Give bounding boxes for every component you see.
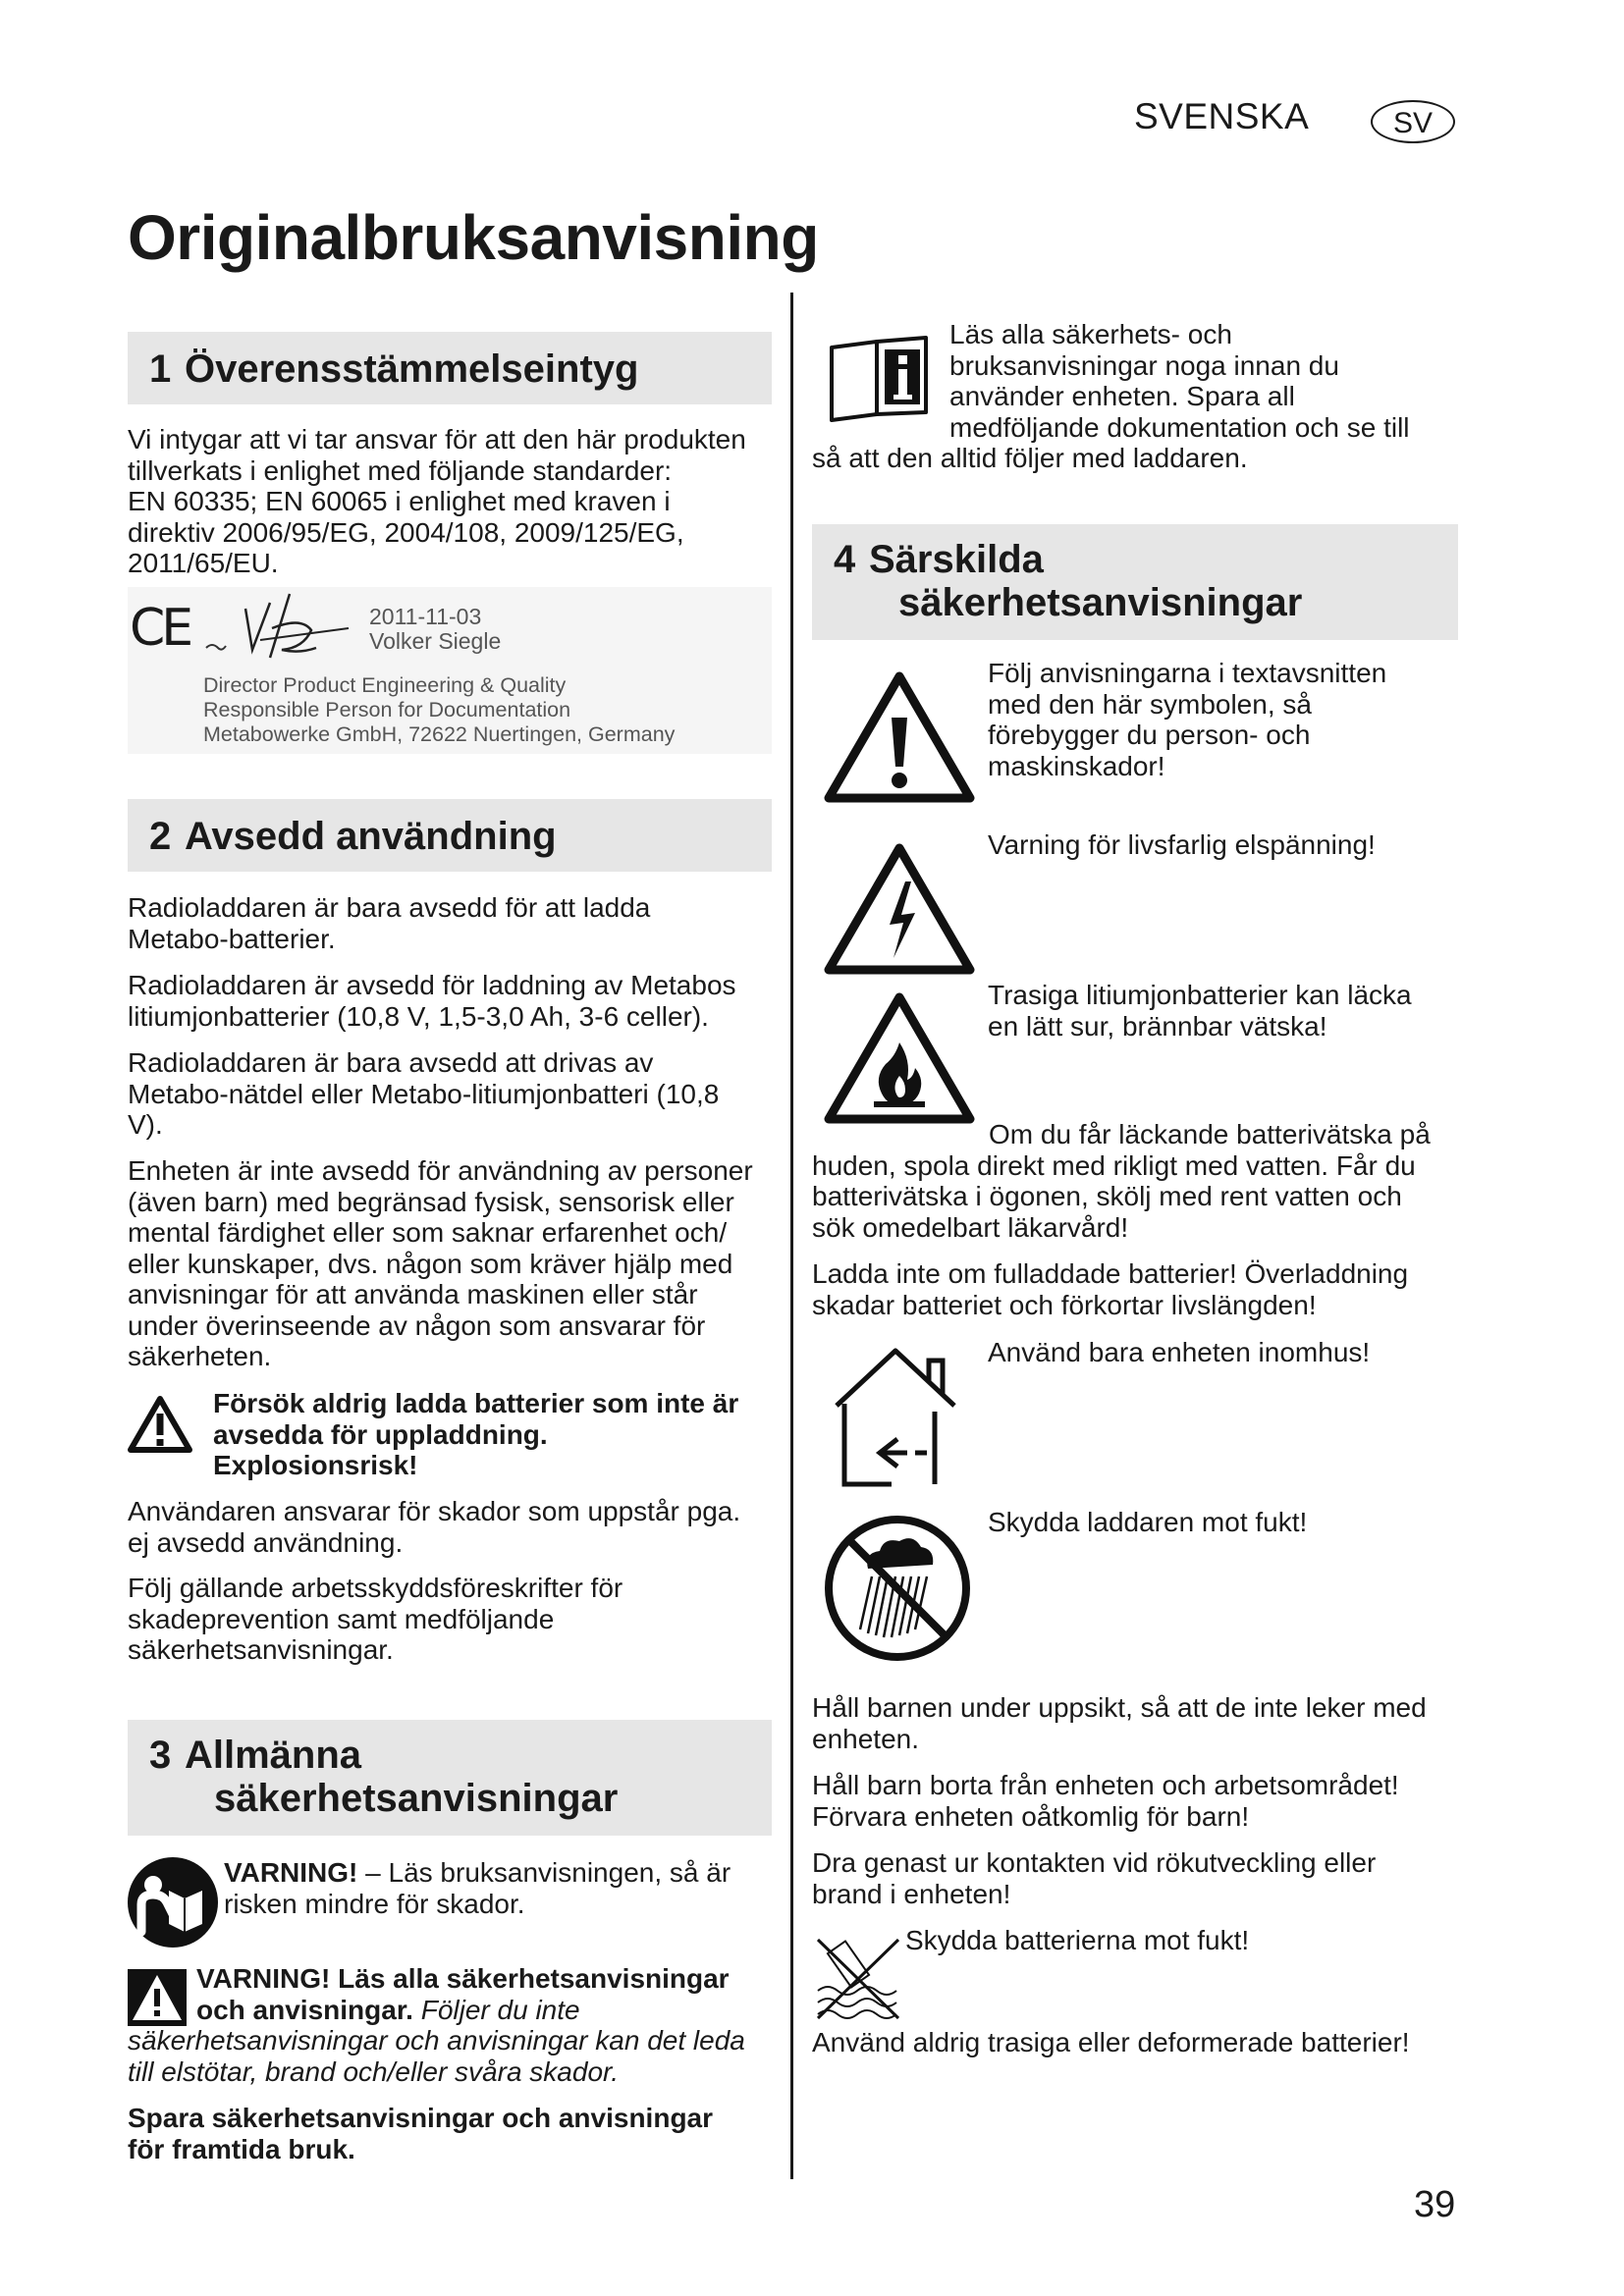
children-supervision-text xyxy=(812,1692,1470,1754)
text-line: V). xyxy=(128,1109,163,1140)
text-line: Dra genast ur kontakten vid rökutveckling eller xyxy=(812,1847,1377,1878)
text-line: medföljande dokumentation och se till xyxy=(949,411,1410,443)
text-line: Ladda inte om fulladdade batterier! Överladdning xyxy=(812,1258,1409,1289)
text-line: risken mindre för skador. xyxy=(224,1888,525,1919)
text-line: Håll barnen under uppsikt, så att de inte leker med xyxy=(812,1692,1427,1723)
section-2-paragraph-1 xyxy=(128,892,785,954)
read-manual-icon xyxy=(126,1855,220,1949)
ce-mark: CE xyxy=(130,599,190,658)
page-title: Originalbruksanvisning xyxy=(128,202,819,273)
text-line: Director Product Engineering & Quality xyxy=(203,673,567,697)
text-line: Om du får läckande batterivätska på xyxy=(989,1119,1431,1149)
symbol-1-text xyxy=(988,658,1459,781)
text-line: Följ anvisningarna i textavsnitten xyxy=(988,658,1387,688)
text-line: mental färdighet eller som saknar erfarenhet och/ xyxy=(128,1217,728,1248)
no-rain-icon xyxy=(821,1512,974,1665)
section-2-heading xyxy=(128,799,772,872)
section-title-line-2: säkerhetsanvisningar xyxy=(214,1777,619,1820)
indoor-text: Använd bara enheten inomhus! xyxy=(988,1337,1371,1367)
section-4-heading xyxy=(812,524,1458,640)
text-line: ej avsedd användning. xyxy=(128,1526,404,1558)
text-line: säkerhetsanvisningar och anvisningar kan det leda xyxy=(128,2025,745,2056)
section-2-warning xyxy=(213,1388,783,1481)
children-away-text xyxy=(812,1770,1470,1832)
text-line: skadeprevention samt medföljande xyxy=(128,1603,555,1634)
text-line: Förvara enheten oåtkomlig för barn! xyxy=(812,1800,1250,1832)
section-title-line-2: säkerhetsanvisningar xyxy=(898,581,1303,624)
section-number: 1 xyxy=(149,347,172,391)
section-title: Avsedd användning xyxy=(185,815,557,858)
section-number: 3 xyxy=(149,1734,172,1777)
section-2-paragraph-5 xyxy=(128,1496,785,1558)
text-line: Spara säkerhetsanvisningar och anvisningar xyxy=(128,2103,714,2133)
battery-no-water-icon xyxy=(812,1930,904,2022)
section-title-line-1: Särskilda xyxy=(869,538,1044,581)
text-line: bruksanvisningar noga innan du xyxy=(949,349,1339,381)
text-span: – Läs bruksanvisningen, så är xyxy=(357,1857,731,1888)
signature-image xyxy=(201,589,349,667)
text-line: med den här symbolen, så xyxy=(988,688,1312,720)
declaration-date: 2011-11-03 xyxy=(369,604,482,629)
section-number: 2 xyxy=(149,815,172,858)
section-3-save-note xyxy=(128,2103,795,2164)
text-line: säkerheten. xyxy=(128,1341,272,1371)
text-line: Radioladdaren är bara avsedd för att ladda xyxy=(128,892,651,923)
text-line: Explosionsrisk! xyxy=(213,1450,418,1480)
text-span: Följer du inte xyxy=(412,1994,580,2025)
text-line: för framtida bruk. xyxy=(128,2133,355,2164)
section-2-paragraph-4 xyxy=(128,1155,785,1372)
section-3-heading xyxy=(128,1720,772,1836)
text-line: under överinseende av någon som ansvarar för xyxy=(128,1309,706,1341)
section-2-paragraph-6 xyxy=(128,1573,785,1666)
text-line: VARNING! Läs alla säkerhetsanvisningar xyxy=(196,1963,730,1994)
section-1-heading xyxy=(128,332,772,404)
text-line: batterivätska i ögonen, skölj med rent vatten och xyxy=(812,1181,1402,1211)
text-line: enheten. xyxy=(812,1723,919,1754)
text-line: säkerhetsanvisningar. xyxy=(128,1634,394,1665)
language-code-badge: SV xyxy=(1371,100,1455,143)
battery-leak-text xyxy=(812,1119,1465,1243)
text-line: Användaren ansvarar för skador som uppstår pga. xyxy=(128,1496,741,1526)
text-line: använder enheten. Spara all xyxy=(949,381,1295,411)
text-line: EN 60335; EN 60065 i enlighet med kraven i xyxy=(128,486,671,516)
text-line: (även barn) med begränsad fysisk, sensorisk eller xyxy=(128,1186,734,1217)
battery-moisture-text: Skydda batterierna mot fukt! xyxy=(905,1925,1250,1955)
indoor-use-icon xyxy=(831,1347,968,1490)
page-number: 39 xyxy=(1414,2184,1456,2225)
text-line: Håll barn borta från enheten och arbetsområdet! xyxy=(812,1770,1399,1800)
section-3-warning-1 xyxy=(224,1857,784,1919)
symbol-2-text: Varning för livsfarlig elspänning! xyxy=(988,829,1376,860)
right-intro-text xyxy=(812,319,1460,474)
section-title-line-1: Allmänna xyxy=(185,1734,362,1777)
text-line: maskinskador! xyxy=(988,750,1165,781)
text-line: till elstötar, brand och/eller svåra skador. xyxy=(128,2056,620,2087)
section-1-body xyxy=(128,424,776,579)
text-line: direktiv 2006/95/EG, 2004/108, 2009/125/EG, xyxy=(128,516,684,548)
text-line: brand i enheten! xyxy=(812,1878,1011,1909)
text-line: eller kunskaper, dvs. någon som kräver hjälp med xyxy=(128,1248,733,1279)
overcharge-text xyxy=(812,1258,1465,1320)
language-label: SVENSKA xyxy=(1134,96,1310,136)
text-line: Enheten är inte avsedd för användning av personer xyxy=(128,1155,753,1186)
warning-triangle-icon xyxy=(128,1396,192,1453)
text-line: huden, spola direkt med rikligt med vatten. Får du xyxy=(812,1149,1416,1181)
text-line: litiumjonbatterier (10,8 V, 1,5-3,0 Ah, 3-6 celler). xyxy=(128,1000,709,1032)
text-line: Metabo-nätdel eller Metabo-litiumjonbatteri (10,8 xyxy=(128,1078,720,1109)
warning-label: VARNING! xyxy=(224,1857,358,1888)
text-line: sök omedelbart läkarvård! xyxy=(812,1211,1129,1243)
symbol-3-text xyxy=(988,980,1459,1041)
text-line: Läs alla säkerhets- och xyxy=(949,319,1232,349)
text-span: och anvisningar. xyxy=(196,1994,413,2025)
section-2-paragraph-3 xyxy=(128,1047,785,1141)
general-warning-icon xyxy=(823,670,976,804)
text-line: skadar batteriet och förkortar livslängden! xyxy=(812,1289,1317,1320)
section-3-warning-2 xyxy=(128,1963,795,2087)
text-line: Metabowerke GmbH, 72622 Nuertingen, Germany xyxy=(203,722,676,746)
flammable-warning-icon xyxy=(823,991,976,1125)
signer-details xyxy=(203,673,675,747)
damaged-batteries-text: Använd aldrig trasiga eller deformerade batterier! xyxy=(812,2027,1410,2057)
section-2-paragraph-2 xyxy=(128,970,785,1032)
text-line: 2011/65/EU. xyxy=(128,548,279,578)
text-line: Följ gällande arbetsskyddsföreskrifter för xyxy=(128,1573,623,1603)
text-line: Trasiga litiumjonbatterier kan läcka xyxy=(988,980,1412,1010)
text-line: tillverkats i enlighet med följande standarder: xyxy=(128,454,673,486)
section-title: Överensstämmelseintyg xyxy=(185,347,639,391)
section-number: 4 xyxy=(834,538,856,581)
text-line: så att den alltid följer med laddaren. xyxy=(812,443,1248,473)
text-line: Metabo-batterier. xyxy=(128,923,336,954)
text-line: Responsible Person for Documentation xyxy=(203,698,571,721)
text-line: en lätt sur, brännbar vätska! xyxy=(988,1010,1327,1041)
text-line: Radioladdaren är avsedd för laddning av Metabos xyxy=(128,970,736,1000)
column-divider xyxy=(790,293,793,2179)
electric-shock-warning-icon xyxy=(823,842,976,976)
signer-name: Volker Siegle xyxy=(369,628,502,654)
text-line: anvisningar för att använda maskinen eller står xyxy=(128,1279,698,1309)
text-line: Radioladdaren är bara avsedd att drivas av xyxy=(128,1047,654,1078)
text-line: Försök aldrig ladda batterier som inte är xyxy=(213,1388,739,1418)
moisture-text: Skydda laddaren mot fukt! xyxy=(988,1507,1308,1537)
text-line: avsedda för uppladdning. xyxy=(213,1418,548,1450)
text-line: Vi intygar att vi tar ansvar för att den här produkten xyxy=(128,424,746,454)
text-line: förebygger du person- och xyxy=(988,720,1311,750)
unplug-text xyxy=(812,1847,1470,1909)
